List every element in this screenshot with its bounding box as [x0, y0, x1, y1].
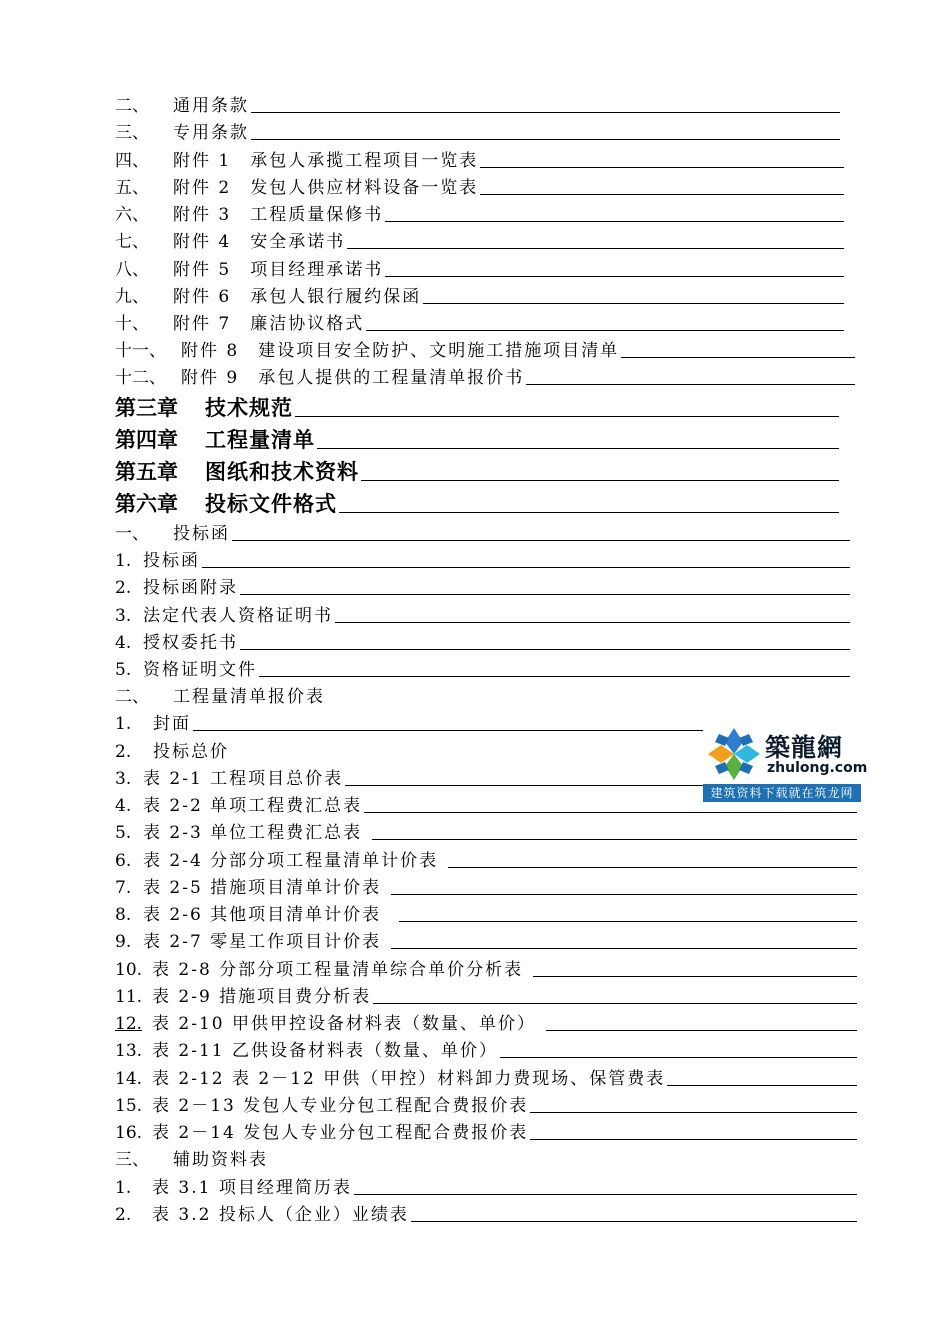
- item-title: 表 2-9 措施项目费分析表: [152, 987, 372, 1007]
- toc-item[interactable]: [115, 572, 850, 598]
- toc-row-title: 专用条款: [173, 123, 249, 143]
- leader-line: [366, 329, 844, 331]
- toc-item[interactable]: [115, 1199, 857, 1225]
- toc-item[interactable]: [115, 1063, 857, 1089]
- toc-item[interactable]: [115, 627, 850, 653]
- logo-name-cn: 築龍網: [765, 733, 844, 762]
- zhulong-logo[interactable]: [703, 724, 868, 802]
- leader-line: [667, 1084, 857, 1086]
- chapter-title: 投标文件格式: [205, 492, 337, 516]
- toc-row[interactable]: [115, 254, 844, 280]
- leader-line: [385, 275, 844, 277]
- item-number: 8.: [115, 905, 132, 925]
- toc-item[interactable]: [115, 545, 850, 571]
- toc-item[interactable]: [115, 981, 857, 1007]
- toc-row[interactable]: [115, 362, 855, 388]
- item-title: 表 2-8 分部分项工程量清单综合单价分析表: [152, 960, 524, 980]
- toc-row[interactable]: [115, 199, 844, 225]
- leader-line: [391, 893, 857, 895]
- leader-line: [193, 729, 703, 731]
- toc-chapter[interactable]: [115, 484, 839, 516]
- item-title: 授权委托书: [143, 633, 238, 653]
- toc-row-title: 附件 4 安全承诺书: [173, 232, 346, 252]
- item-number: 13.: [115, 1041, 143, 1061]
- leader-line: [354, 1193, 857, 1195]
- toc-chapter[interactable]: [115, 452, 839, 484]
- leader-line: [202, 566, 850, 568]
- item-number: 4.: [115, 796, 132, 816]
- toc-row-number: 三、: [115, 123, 149, 143]
- item-number: 16.: [115, 1123, 143, 1143]
- toc-item[interactable]: [115, 1172, 857, 1198]
- leader-line: [480, 193, 844, 195]
- item-title: 表 2-3 单位工程费汇总表: [143, 823, 363, 843]
- leader-line: [240, 593, 850, 595]
- leader-line: [232, 539, 850, 541]
- toc-row-title: 通用条款: [173, 96, 249, 116]
- item-title: 法定代表人资格证明书: [143, 606, 333, 626]
- leader-line: [530, 1138, 857, 1140]
- item-title: 表 2-5 措施项目清单计价表: [143, 878, 382, 898]
- item-title: 表 2-1 工程项目总价表: [143, 769, 344, 789]
- item-title: 投标总价: [153, 742, 229, 762]
- chapter-title: 技术规范: [205, 396, 293, 420]
- item-number: 5.: [115, 660, 132, 680]
- item-number: 2.: [115, 1205, 132, 1225]
- toc-row-title: 附件 8 建设项目安全防护、文明施工措施项目清单: [181, 341, 620, 361]
- section-number: 二、: [115, 687, 149, 707]
- item-number: 6.: [115, 851, 132, 871]
- toc-row[interactable]: [115, 172, 844, 198]
- item-title: 表 2-12 表 2－12 甲供（甲控）材料卸力费现场、保管费表: [152, 1069, 666, 1089]
- toc-section[interactable]: [115, 1144, 695, 1170]
- leader-line: [373, 1002, 857, 1004]
- item-number: 15.: [115, 1096, 143, 1116]
- item-title: 表 2-7 零星工作项目计价表: [143, 932, 382, 952]
- toc-item[interactable]: [115, 926, 857, 952]
- item-title: 表 2-6 其他项目清单计价表: [143, 905, 382, 925]
- leader-line: [361, 479, 839, 481]
- toc-item[interactable]: [115, 600, 850, 626]
- item-title: 资格证明文件: [143, 660, 257, 680]
- item-title: 表 2-4 分部分项工程量清单计价表: [143, 851, 439, 871]
- toc-row[interactable]: [115, 226, 844, 252]
- leader-line: [317, 447, 839, 449]
- item-number: 11.: [115, 987, 143, 1007]
- toc-item[interactable]: [115, 1117, 857, 1143]
- toc-item[interactable]: [115, 736, 695, 762]
- toc-row-number: 四、: [115, 151, 149, 171]
- toc-row[interactable]: [115, 117, 840, 143]
- leader-line: [364, 811, 857, 813]
- item-number: 7.: [115, 878, 132, 898]
- toc-item[interactable]: [115, 954, 857, 980]
- leader-line: [251, 138, 840, 140]
- toc-row-number: 十、: [115, 314, 149, 334]
- item-number: 2.: [115, 578, 132, 598]
- leader-line: [347, 247, 844, 249]
- toc-row[interactable]: [115, 281, 844, 307]
- item-title: 投标函附录: [143, 578, 238, 598]
- toc-row-title: 附件 3 工程质量保修书: [173, 205, 384, 225]
- item-number: 12.: [115, 1014, 143, 1034]
- item-title: 表 2-10 甲供甲控设备材料表（数量、单价）: [152, 1014, 536, 1034]
- section-title: 工程量清单报价表: [173, 687, 325, 707]
- toc-row-number: 五、: [115, 178, 149, 198]
- section-number: 三、: [115, 1150, 149, 1170]
- leader-line: [526, 383, 855, 385]
- leader-line: [621, 356, 855, 358]
- section-title: 辅助资料表: [173, 1150, 268, 1170]
- toc-item[interactable]: [115, 763, 703, 789]
- leader-line: [372, 838, 857, 840]
- toc-row-number: 十二、: [115, 368, 166, 388]
- toc-row-number: 十一、: [115, 341, 166, 361]
- item-title: 表 2-11 乙供设备材料表（数量、单价）: [152, 1041, 498, 1061]
- toc-item[interactable]: [115, 708, 703, 734]
- toc-row-number: 八、: [115, 260, 149, 280]
- chapter-title: 图纸和技术资料: [205, 460, 359, 484]
- toc-row-number: 六、: [115, 205, 149, 225]
- chapter-number: 第四章: [115, 428, 178, 452]
- leader-line: [391, 947, 857, 949]
- chapter-number: 第五章: [115, 460, 178, 484]
- item-number: 9.: [115, 932, 132, 952]
- leader-line: [345, 784, 703, 786]
- toc-row-title: 附件 9 承包人提供的工程量清单报价书: [181, 368, 525, 388]
- item-title: 表 2－13 发包人专业分包工程配合费报价表: [152, 1096, 529, 1116]
- item-number: 1.: [115, 714, 132, 734]
- toc-item[interactable]: [115, 845, 857, 871]
- leader-line: [533, 975, 857, 977]
- logo-name-en: zhulong.com: [767, 760, 868, 776]
- leader-line: [385, 220, 844, 222]
- toc-row[interactable]: [115, 145, 844, 171]
- toc-row-title: 附件 1 承包人承揽工程项目一览表: [173, 151, 479, 171]
- item-number: 1.: [115, 1178, 132, 1198]
- item-number: 1.: [115, 551, 132, 571]
- toc-row-title: 附件 7 廉洁协议格式: [173, 314, 365, 334]
- toc-item[interactable]: [115, 817, 857, 843]
- leader-line: [339, 511, 839, 513]
- item-title: 投标函: [143, 551, 200, 571]
- toc-row-number: 二、: [115, 96, 149, 116]
- toc-item[interactable]: [115, 872, 857, 898]
- toc-item[interactable]: [115, 1090, 857, 1116]
- leader-line: [480, 166, 844, 168]
- chapter-title: 工程量清单: [205, 428, 315, 452]
- toc-row-number: 七、: [115, 232, 149, 252]
- chapter-number: 第三章: [115, 396, 178, 420]
- toc-section[interactable]: [115, 518, 850, 544]
- toc-row[interactable]: [115, 90, 840, 116]
- leader-line: [259, 675, 850, 677]
- toc-row-title: 附件 5 项目经理承诺书: [173, 260, 384, 280]
- leader-line: [530, 1111, 857, 1113]
- item-title: 表 2-2 单项工程费汇总表: [143, 796, 363, 816]
- toc-row-title: 附件 6 承包人银行履约保函: [173, 287, 422, 307]
- toc-row-title: 附件 2 发包人供应材料设备一览表: [173, 178, 479, 198]
- toc-item[interactable]: [115, 1035, 857, 1061]
- leader-line: [335, 621, 850, 623]
- item-number: 5.: [115, 823, 132, 843]
- leader-line: [240, 648, 850, 650]
- leader-line: [448, 866, 857, 868]
- item-number: 4.: [115, 633, 132, 653]
- section-title: 投标函: [173, 524, 230, 544]
- leader-line: [399, 920, 857, 922]
- toc-item[interactable]: [115, 1008, 857, 1034]
- diamond-logo-icon: [705, 726, 763, 782]
- logo-slogan: 建筑资料下载就在筑龙网: [703, 784, 861, 802]
- leader-line: [251, 111, 840, 113]
- toc-row-number: 九、: [115, 287, 149, 307]
- leader-line: [500, 1056, 857, 1058]
- leader-line: [295, 415, 839, 417]
- item-number: 3.: [115, 606, 132, 626]
- item-title: 表 3.2 投标人（企业）业绩表: [152, 1205, 409, 1225]
- toc-chapter[interactable]: [115, 420, 839, 452]
- leader-line: [546, 1029, 857, 1031]
- toc-row[interactable]: [115, 335, 855, 361]
- item-number: 2.: [115, 742, 132, 762]
- section-number: 一、: [115, 524, 149, 544]
- item-title: 封面: [153, 714, 191, 734]
- item-title: 表 3.1 项目经理简历表: [152, 1178, 352, 1198]
- toc-item[interactable]: [115, 654, 850, 680]
- item-number: 10.: [115, 960, 143, 980]
- toc-item[interactable]: [115, 899, 857, 925]
- leader-line: [411, 1220, 857, 1222]
- toc-row[interactable]: [115, 308, 844, 334]
- toc-chapter[interactable]: [115, 388, 839, 420]
- item-number: 14.: [115, 1069, 143, 1089]
- leader-line: [423, 302, 844, 304]
- item-title: 表 2－14 发包人专业分包工程配合费报价表: [152, 1123, 529, 1143]
- item-number: 3.: [115, 769, 132, 789]
- toc-section[interactable]: [115, 681, 695, 707]
- chapter-number: 第六章: [115, 492, 178, 516]
